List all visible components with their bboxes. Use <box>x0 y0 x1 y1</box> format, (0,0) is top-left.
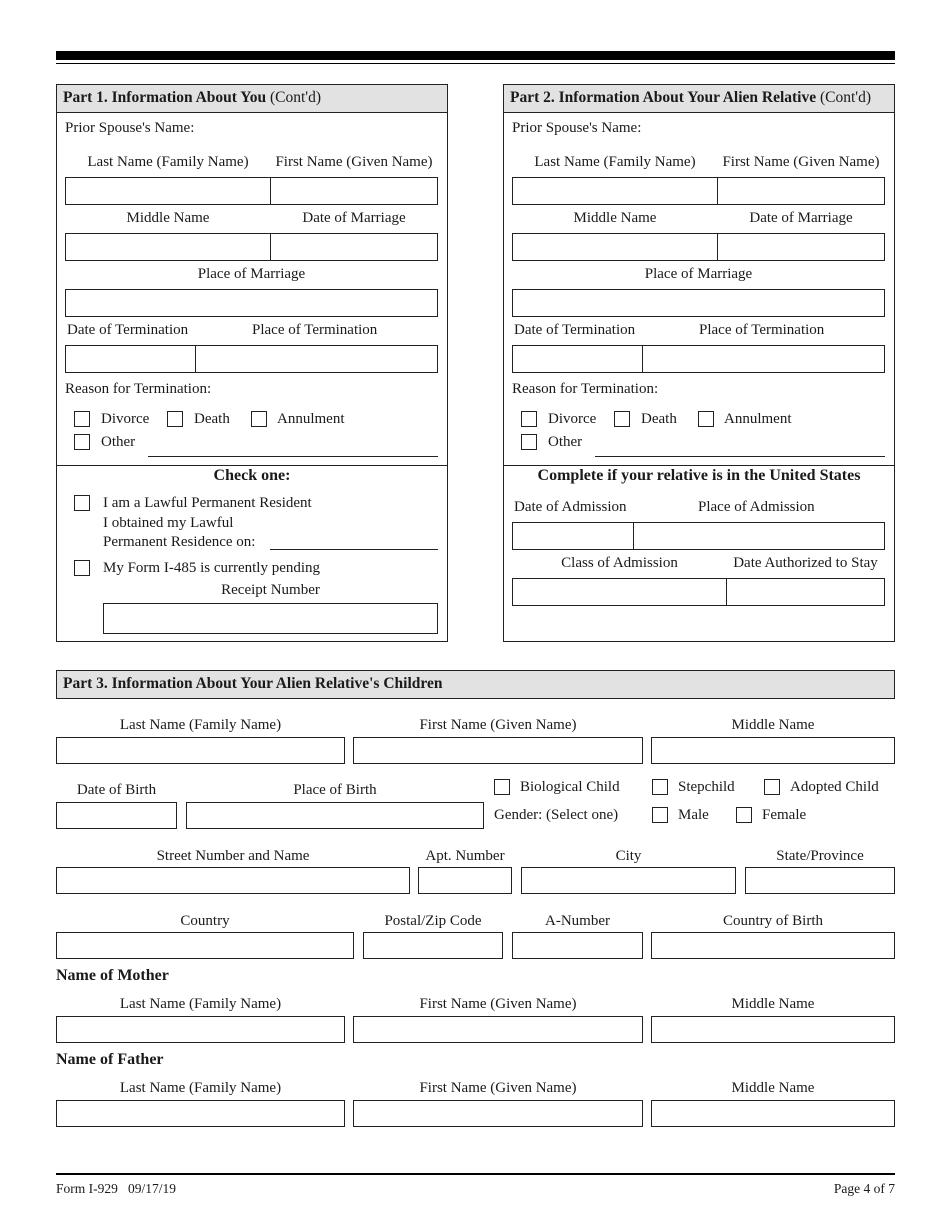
p3-mother-middle-label: Middle Name <box>731 996 815 1012</box>
p2-complete-if-label: Complete if your relative is in the United States <box>537 467 861 484</box>
footer-rule <box>56 1173 895 1175</box>
p1-check-one-label: Check one: <box>213 467 291 484</box>
part3-title: Part 3. Information About Your Alien Relative's Children <box>63 675 443 692</box>
p3-father-middle-input[interactable] <box>651 1100 895 1127</box>
p3-father-heading: Name of Father <box>56 1051 164 1068</box>
p3-father-middle-label: Middle Name <box>731 1080 815 1096</box>
p3-gender-label: Gender: (Select one) <box>494 807 619 823</box>
footer-page-number: Page 4 of 7 <box>833 1181 895 1196</box>
p3-country-birth-label: Country of Birth <box>723 913 823 929</box>
p2-place-marriage-label: Place of Marriage <box>644 266 753 282</box>
p2-last-name-input[interactable] <box>512 177 718 205</box>
p2-middle-name-label: Middle Name <box>573 210 657 226</box>
p1-prior-spouse-label: Prior Spouse's Name: <box>65 120 195 136</box>
part1-header <box>57 85 447 113</box>
p1-date-termination-input[interactable] <box>65 345 196 373</box>
p2-class-admission-input[interactable] <box>512 578 727 606</box>
p1-place-marriage-input[interactable] <box>65 289 438 317</box>
part1-title: Part 1. Information About You <box>63 89 267 106</box>
p2-first-name-input[interactable] <box>717 177 885 205</box>
p1-middle-name-label: Middle Name <box>126 210 210 226</box>
p3-pob-input[interactable] <box>186 802 484 829</box>
p2-date-admission-label: Date of Admission <box>514 499 627 515</box>
p3-state-label: State/Province <box>776 848 864 864</box>
p3-male-checkbox[interactable] <box>652 807 668 823</box>
p3-father-first-input[interactable] <box>353 1100 643 1127</box>
p3-first-name-label: First Name (Given Name) <box>419 717 577 733</box>
p3-mother-first-input[interactable] <box>353 1016 643 1043</box>
p1-first-name-input[interactable] <box>270 177 438 205</box>
p1-other-label: Other <box>101 434 136 450</box>
header-rule-thick <box>56 51 895 60</box>
p1-reason-label: Reason for Termination: <box>65 381 212 397</box>
p1-last-name-label: Last Name (Family Name) <box>87 154 249 170</box>
p2-date-admission-input[interactable] <box>512 522 634 550</box>
p2-place-marriage-input[interactable] <box>512 289 885 317</box>
p2-class-admission-label: Class of Admission <box>561 555 678 571</box>
p3-female-checkbox[interactable] <box>736 807 752 823</box>
p2-divorce-label: Divorce <box>548 411 597 427</box>
p3-anumber-input[interactable] <box>512 932 643 959</box>
p2-date-marriage-input[interactable] <box>717 233 885 261</box>
p3-last-name-input[interactable] <box>56 737 345 764</box>
p2-divider <box>503 465 895 466</box>
part3-header <box>56 670 895 699</box>
p1-permanent-residence-label: Permanent Residence on: <box>103 534 256 550</box>
p1-receipt-label: Receipt Number <box>221 582 320 598</box>
p2-place-admission-label: Place of Admission <box>698 499 815 515</box>
p3-city-label: City <box>615 848 642 864</box>
part2-title: Part 2. Information About Your Alien Relative <box>510 89 817 106</box>
p1-place-termination-label: Place of Termination <box>252 322 378 338</box>
p3-mother-heading: Name of Mother <box>56 967 169 984</box>
p1-pending-checkbox[interactable] <box>74 560 90 576</box>
p1-divorce-label: Divorce <box>101 411 150 427</box>
p2-last-name-label: Last Name (Family Name) <box>534 154 696 170</box>
p1-other-line[interactable] <box>148 456 438 457</box>
p3-biological-checkbox[interactable] <box>494 779 510 795</box>
p2-date-authorized-label: Date Authorized to Stay <box>733 555 878 571</box>
p2-divorce-checkbox[interactable] <box>521 411 537 427</box>
p3-dob-label: Date of Birth <box>76 782 157 798</box>
p1-annulment-label: Annulment <box>277 411 345 427</box>
p1-pending-label: My Form I-485 is currently pending <box>103 560 321 576</box>
p2-other-line[interactable] <box>595 456 885 457</box>
p2-date-authorized-input[interactable] <box>726 578 885 606</box>
p3-father-last-label: Last Name (Family Name) <box>119 1080 282 1096</box>
p2-annulment-checkbox[interactable] <box>698 411 714 427</box>
p3-country-label: Country <box>180 913 230 929</box>
p1-divorce-checkbox[interactable] <box>74 411 90 427</box>
p2-place-admission-input[interactable] <box>633 522 885 550</box>
p1-date-marriage-label: Date of Marriage <box>302 210 406 226</box>
p3-mother-last-input[interactable] <box>56 1016 345 1043</box>
p3-postal-input[interactable] <box>363 932 503 959</box>
p1-date-marriage-input[interactable] <box>270 233 438 261</box>
footer-form-id: Form I-929 09/17/19 <box>56 1181 176 1196</box>
p2-date-marriage-label: Date of Marriage <box>749 210 853 226</box>
p2-annulment-label: Annulment <box>724 411 792 427</box>
p1-receipt-input[interactable] <box>103 603 438 634</box>
part2-header <box>504 85 894 113</box>
p1-middle-name-input[interactable] <box>65 233 271 261</box>
p3-mother-last-label: Last Name (Family Name) <box>119 996 282 1012</box>
p3-apt-label: Apt. Number <box>425 848 505 864</box>
p1-obtained-label: I obtained my Lawful <box>103 515 234 531</box>
p3-country-input[interactable] <box>56 932 354 959</box>
p1-lpr-checkbox[interactable] <box>74 495 90 511</box>
p3-adopted-checkbox[interactable] <box>764 779 780 795</box>
part2-contd: (Cont'd) <box>816 89 872 106</box>
p3-first-name-input[interactable] <box>353 737 643 764</box>
p3-dob-input[interactable] <box>56 802 177 829</box>
p2-death-checkbox[interactable] <box>614 411 630 427</box>
p1-first-name-label: First Name (Given Name) <box>275 154 433 170</box>
p1-divider <box>56 465 448 466</box>
p3-city-input[interactable] <box>521 867 736 894</box>
p2-other-label: Other <box>548 434 583 450</box>
p2-first-name-label: First Name (Given Name) <box>722 154 880 170</box>
p1-death-label: Death <box>194 411 230 427</box>
p3-country-birth-input[interactable] <box>651 932 895 959</box>
p3-male-label: Male <box>678 807 709 823</box>
p1-last-name-input[interactable] <box>65 177 271 205</box>
p3-stepchild-label: Stepchild <box>678 779 735 795</box>
p3-street-label: Street Number and Name <box>156 848 310 864</box>
p3-biological-label: Biological Child <box>520 779 620 795</box>
p2-place-termination-input[interactable] <box>642 345 885 373</box>
p2-reason-label: Reason for Termination: <box>512 381 659 397</box>
p1-place-termination-input[interactable] <box>195 345 438 373</box>
p2-place-termination-label: Place of Termination <box>699 322 825 338</box>
part1-contd: (Cont'd) <box>266 89 321 106</box>
p3-stepchild-checkbox[interactable] <box>652 779 668 795</box>
p1-other-checkbox[interactable] <box>74 434 90 450</box>
p3-last-name-label: Last Name (Family Name) <box>119 717 282 733</box>
p3-apt-input[interactable] <box>418 867 512 894</box>
p3-middle-name-input[interactable] <box>651 737 895 764</box>
p3-street-input[interactable] <box>56 867 410 894</box>
p3-mother-middle-input[interactable] <box>651 1016 895 1043</box>
p2-date-termination-label: Date of Termination <box>514 322 636 338</box>
p3-father-first-label: First Name (Given Name) <box>419 1080 577 1096</box>
p1-lpr-label: I am a Lawful Permanent Resident <box>103 495 312 511</box>
p2-date-termination-input[interactable] <box>512 345 643 373</box>
p2-other-checkbox[interactable] <box>521 434 537 450</box>
p3-female-label: Female <box>762 807 807 823</box>
header-rule-thin <box>56 63 895 64</box>
p1-annulment-checkbox[interactable] <box>251 411 267 427</box>
p2-prior-spouse-label: Prior Spouse's Name: <box>512 120 642 136</box>
p1-death-checkbox[interactable] <box>167 411 183 427</box>
p3-state-input[interactable] <box>745 867 895 894</box>
p3-pob-label: Place of Birth <box>293 782 377 798</box>
p3-postal-label: Postal/Zip Code <box>384 913 482 929</box>
p3-mother-first-label: First Name (Given Name) <box>419 996 577 1012</box>
p1-place-marriage-label: Place of Marriage <box>197 266 306 282</box>
p3-father-last-input[interactable] <box>56 1100 345 1127</box>
p1-residence-date-line[interactable] <box>270 549 438 550</box>
p2-middle-name-input[interactable] <box>512 233 718 261</box>
p2-death-label: Death <box>641 411 677 427</box>
p3-middle-name-label: Middle Name <box>731 717 815 733</box>
p3-anumber-label: A-Number <box>545 913 610 929</box>
p3-adopted-label: Adopted Child <box>790 779 879 795</box>
p1-date-termination-label: Date of Termination <box>67 322 189 338</box>
